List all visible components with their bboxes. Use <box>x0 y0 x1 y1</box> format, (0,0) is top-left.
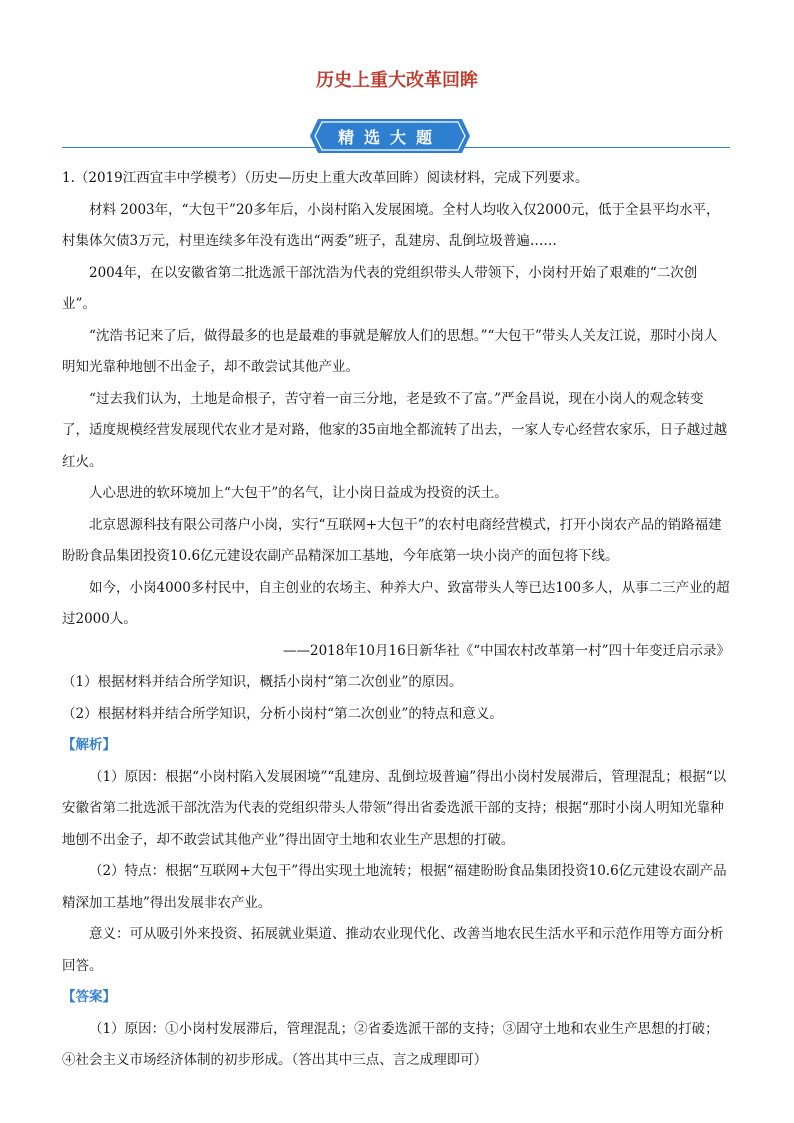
analysis-paragraph: （1）原因：根据“小岗村陷入发展困境”“乱建房、乱倒垃圾普遍”得出小岗村发展滞后，管理混乱；根据“以安徽省第二批选派干部沈浩为代表的党组织带头人带领”得出省委选派干部的支持；根据“那时小岗人明知光靠种地刨不出金子，却不敢尝试其他产业”得出固守土地和农业生产思想的打破。 <box>62 768 727 848</box>
page-title: 历史上重大改革回眸 <box>316 70 478 91</box>
answer-tag: 【答案】 <box>62 989 116 1005</box>
question-intro: 1.（2019江西宜丰中学模考）（历史—历史上重大改革回眸）阅读材料，完成下列要求。 <box>62 170 589 186</box>
analysis-paragraph: （2）特点：根据“互联网+大包干”得出实现土地流转；根据“福建盼盼食品集团投资10.6亿元建设农副产品精深加工基地”得出发展非农产业。 <box>62 863 727 911</box>
material-paragraph: 如今，小岗4000多村民中，自主创业的农场主、种养大户、致富带头人等已达100多人，从事二三产业的超过2000人。 <box>62 579 730 627</box>
sub-question: （1）根据材料并结合所学知识，概括小岗村“第二次创业”的原因。 <box>62 674 463 690</box>
banner-label: 精选大题 <box>337 128 442 147</box>
document-body <box>62 163 730 1077</box>
material-paragraph: 人心思进的软环境加上“大包干”的名气，让小岗日益成为投资的沃土。 <box>89 485 508 501</box>
section-banner <box>310 117 470 155</box>
analysis-paragraph: 意义：可从吸引外来投资、拓展就业渠道、推动农业现代化、改善当地农民生活水平和示范作用等方面分析回答。 <box>62 926 724 974</box>
material-paragraph: 北京恩源科技有限公司落户小岗，实行“互联网+大包干”的农村电商经营模式，打开小岗农产品的销路福建盼盼食品集团投资10.6亿元建设农副产品精深加工基地，今年底第一块小岗产的面包将下线。 <box>62 516 722 564</box>
sub-question: （2）根据材料并结合所学知识，分析小岗村“第二次创业”的特点和意义。 <box>62 705 503 722</box>
material-paragraph: “沈浩书记来了后，做得最多的也是最难的事就是解放人们的思想。”“大包干”带头人关友江说，那时小岗人明知光靠种地刨不出金子，却不敢尝试其他产业。 <box>62 327 718 375</box>
analysis-tag: 【解析】 <box>62 737 116 753</box>
answer-paragraph: （1）原因：①小岗村发展滞后，管理混乱；②省委选派干部的支持；③固守土地和农业生产思想的打破；④社会主义市场经济体制的初步形成。（答出其中三点、言之成理即可） <box>62 1020 719 1068</box>
material-source: ——2018年10月16日新华社《“中国农村改革第一村”四十年变迁启示录》 <box>282 642 730 659</box>
material-paragraph: 2004年，在以安徽省第二批选派干部沈浩为代表的党组织带头人带领下，小岗村开始了艰难的“二次创业”。 <box>62 264 698 312</box>
material-paragraph: “过去我们认为，土地是命根子，苦守着一亩三分地，老是致不了富。”严金昌说，现在小岗人的观念转变了，适度规模经营发展现代农业才是对路，他家的35亩地全都流转了出去，一家人专心经营农家乐，日子越过越红火。 <box>62 390 728 470</box>
material-paragraph: 材料 2003年，“大包干”20多年后，小岗村陷入发展困境。全村人均收入仅2000元，低于全县平均水平，村集体欠债3万元，村里连续多年没有选出“两委”班子，乱建房、乱倒垃圾普遍…… <box>62 201 720 249</box>
